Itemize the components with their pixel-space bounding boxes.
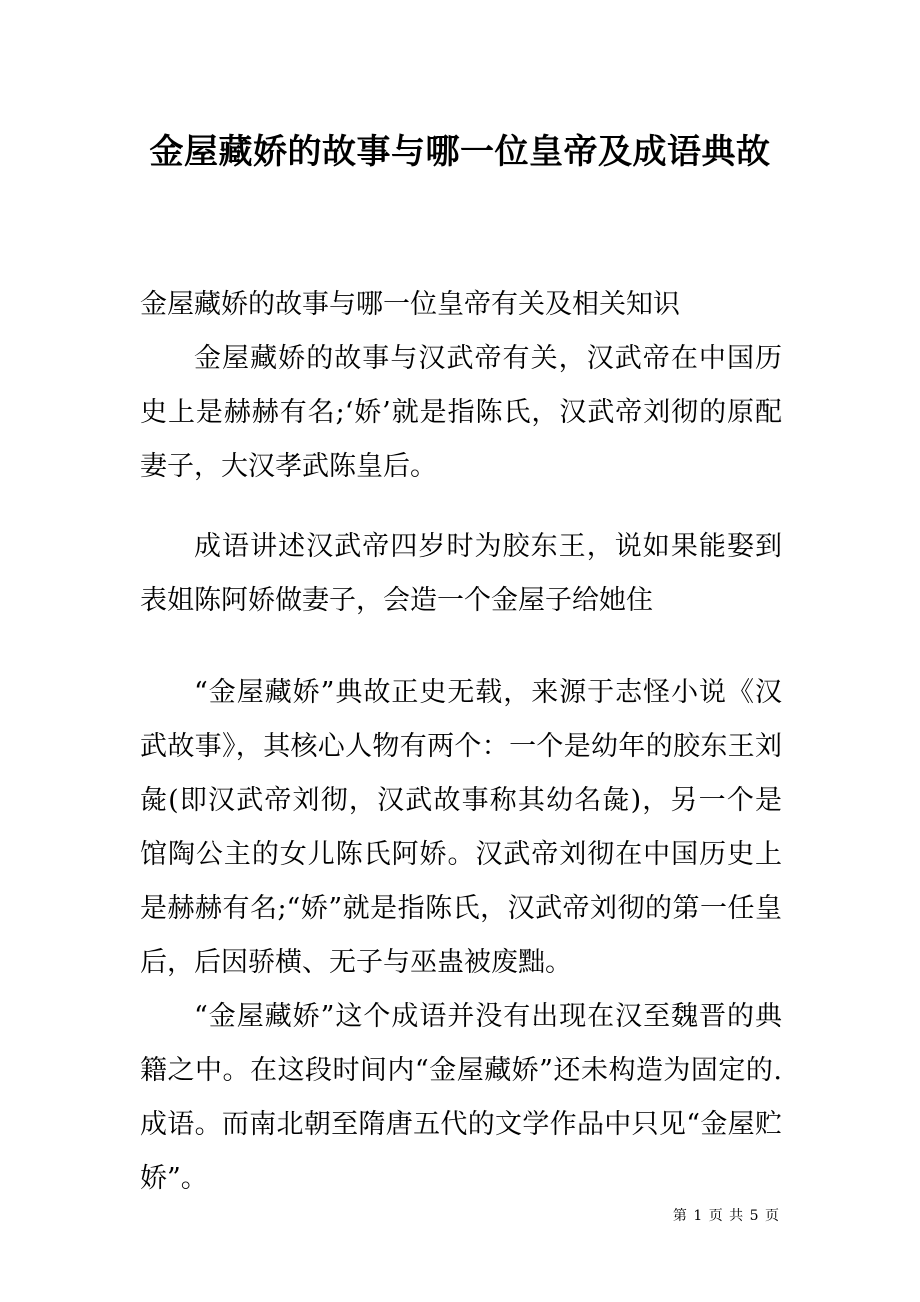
paragraph-3: “金屋藏娇”典故正史无载，来源于志怪小说《汉武故事》，其核心人物有两个：一个是幼年的胶东王刘彘(即汉武帝刘彻，汉武故事称其幼名彘)，另一个是馆陶公主的女儿陈氏阿娇。汉武帝刘彻在中国历史上是赫赫有名;“娇”就是指陈氏，汉武帝刘彻的第一任皇后，后因骄横、无子与巫蛊被废黜。 [140,677,782,978]
page-number: 第 1 页 共 5 页 [672,1208,780,1224]
subheading: 金屋藏娇的故事与哪一位皇帝有关及相关知识 [140,289,680,320]
paragraph-2: 成语讲述汉武帝四岁时为胶东王，说如果能娶到表姐陈阿娇做妻子，会造一个金屋子给她住 [140,531,782,616]
paragraph-1: 金屋藏娇的故事与汉武帝有关，汉武帝在中国历史上是赫赫有名;‘娇’就是指陈氏，汉武帝刘彻的原配妻子，大汉孝武陈皇后。 [140,343,782,482]
paragraph-4: “金屋藏娇”这个成语并没有出现在汉至魏晋的典籍之中。在这段时间内“金屋藏娇”还未构造为固定的.成语。而南北朝至隋唐五代的文学作品中只见“金屋贮娇”。 [140,1001,782,1194]
subheading-block [140,278,782,494]
document-title: 金屋藏娇的故事与哪一位皇帝及成语典故 [149,132,771,172]
paragraph-3-4-block [140,666,782,1206]
paragraph-2-block [140,520,782,628]
